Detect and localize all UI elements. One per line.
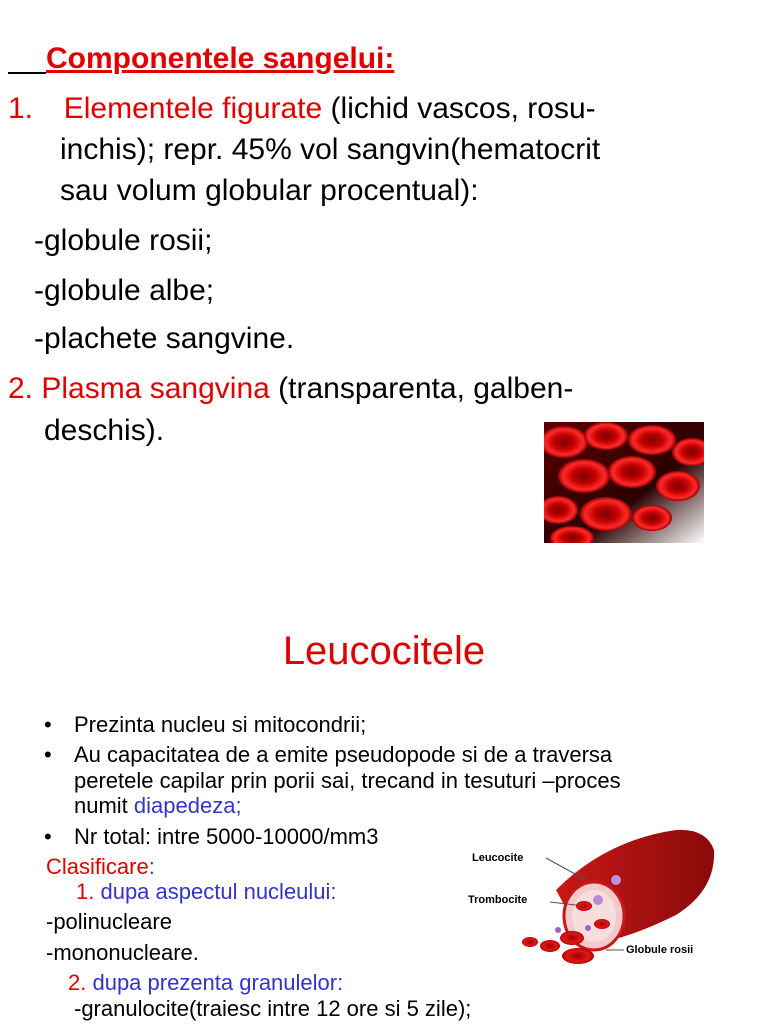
item1-number: 1. (8, 92, 34, 125)
criteria-2-number: 2. (68, 970, 87, 995)
title-leading-line (8, 72, 46, 74)
sub-item-globule-rosii: -globule rosii; (34, 224, 213, 257)
sub-item-plachete: -plachete sangvine. (34, 322, 295, 355)
bullet-nucleu: Prezinta nucleu si mitocondrii; (74, 712, 367, 737)
slide1-title: Componentele sangelui: (46, 42, 395, 75)
red-blood-cells-image (544, 422, 704, 543)
bullet-pseudopode-line3 (74, 793, 242, 818)
sub-item-globule-albe: -globule albe; (34, 274, 215, 307)
item2-rest: (transparenta, galben- (269, 372, 574, 405)
slide2-title: Leucocitele (282, 629, 486, 673)
item1-first-line (8, 90, 596, 128)
bullet-dot-2: • (44, 742, 52, 767)
criteria-1-text: dupa aspectul nucleului: (94, 879, 337, 904)
classificare-colon: : (148, 854, 155, 879)
type-mononucleare: -mononucleare. (46, 940, 199, 965)
criteria-2 (68, 970, 343, 995)
type-polinucleare: -polinucleare (46, 909, 172, 934)
classificare-heading (46, 854, 155, 879)
bullet-pseudopode-line2: peretele capilar prin porii sai, trecand in tesuturi –proces (74, 768, 621, 793)
blood-vessel-diagram (466, 820, 716, 970)
item2-line2: deschis). (44, 414, 165, 447)
diapedeza-term: diapedeza; (133, 793, 242, 818)
bullet-dot-1: • (44, 712, 52, 737)
diapedeza-prefix: numit (74, 793, 134, 818)
classificare-label: Clasificare (46, 854, 149, 879)
criteria-2-text: dupa prezenta granulelor: (86, 970, 344, 995)
item2-term: 2. Plasma sangvina (8, 372, 270, 405)
bullet-nr-total: Nr total: intre 5000-10000/mm3 (74, 824, 379, 849)
label-leucocite: Leucocite (472, 852, 524, 864)
item1-line2: inchis); repr. 45% vol sangvin(hematocrit (60, 133, 601, 166)
granulocite-line: -granulocite(traiesc intre 12 ore si 5 zile); (74, 996, 472, 1021)
item1-rest: (lichid vascos, rosu- (322, 92, 596, 125)
item2-first-line (8, 370, 573, 408)
label-trombocite: Trombocite (468, 894, 528, 906)
bullet-dot-3: • (44, 824, 52, 849)
item1-line3: sau volum globular procentual): (60, 174, 479, 207)
label-globule-rosii: Globule rosii (626, 944, 694, 956)
item1-term: Elementele figurate (63, 92, 323, 125)
criteria-1-number: 1. (76, 879, 95, 904)
criteria-1 (76, 879, 337, 904)
bullet-pseudopode-line1: Au capacitatea de a emite pseudopode si de a traversa (74, 742, 613, 767)
